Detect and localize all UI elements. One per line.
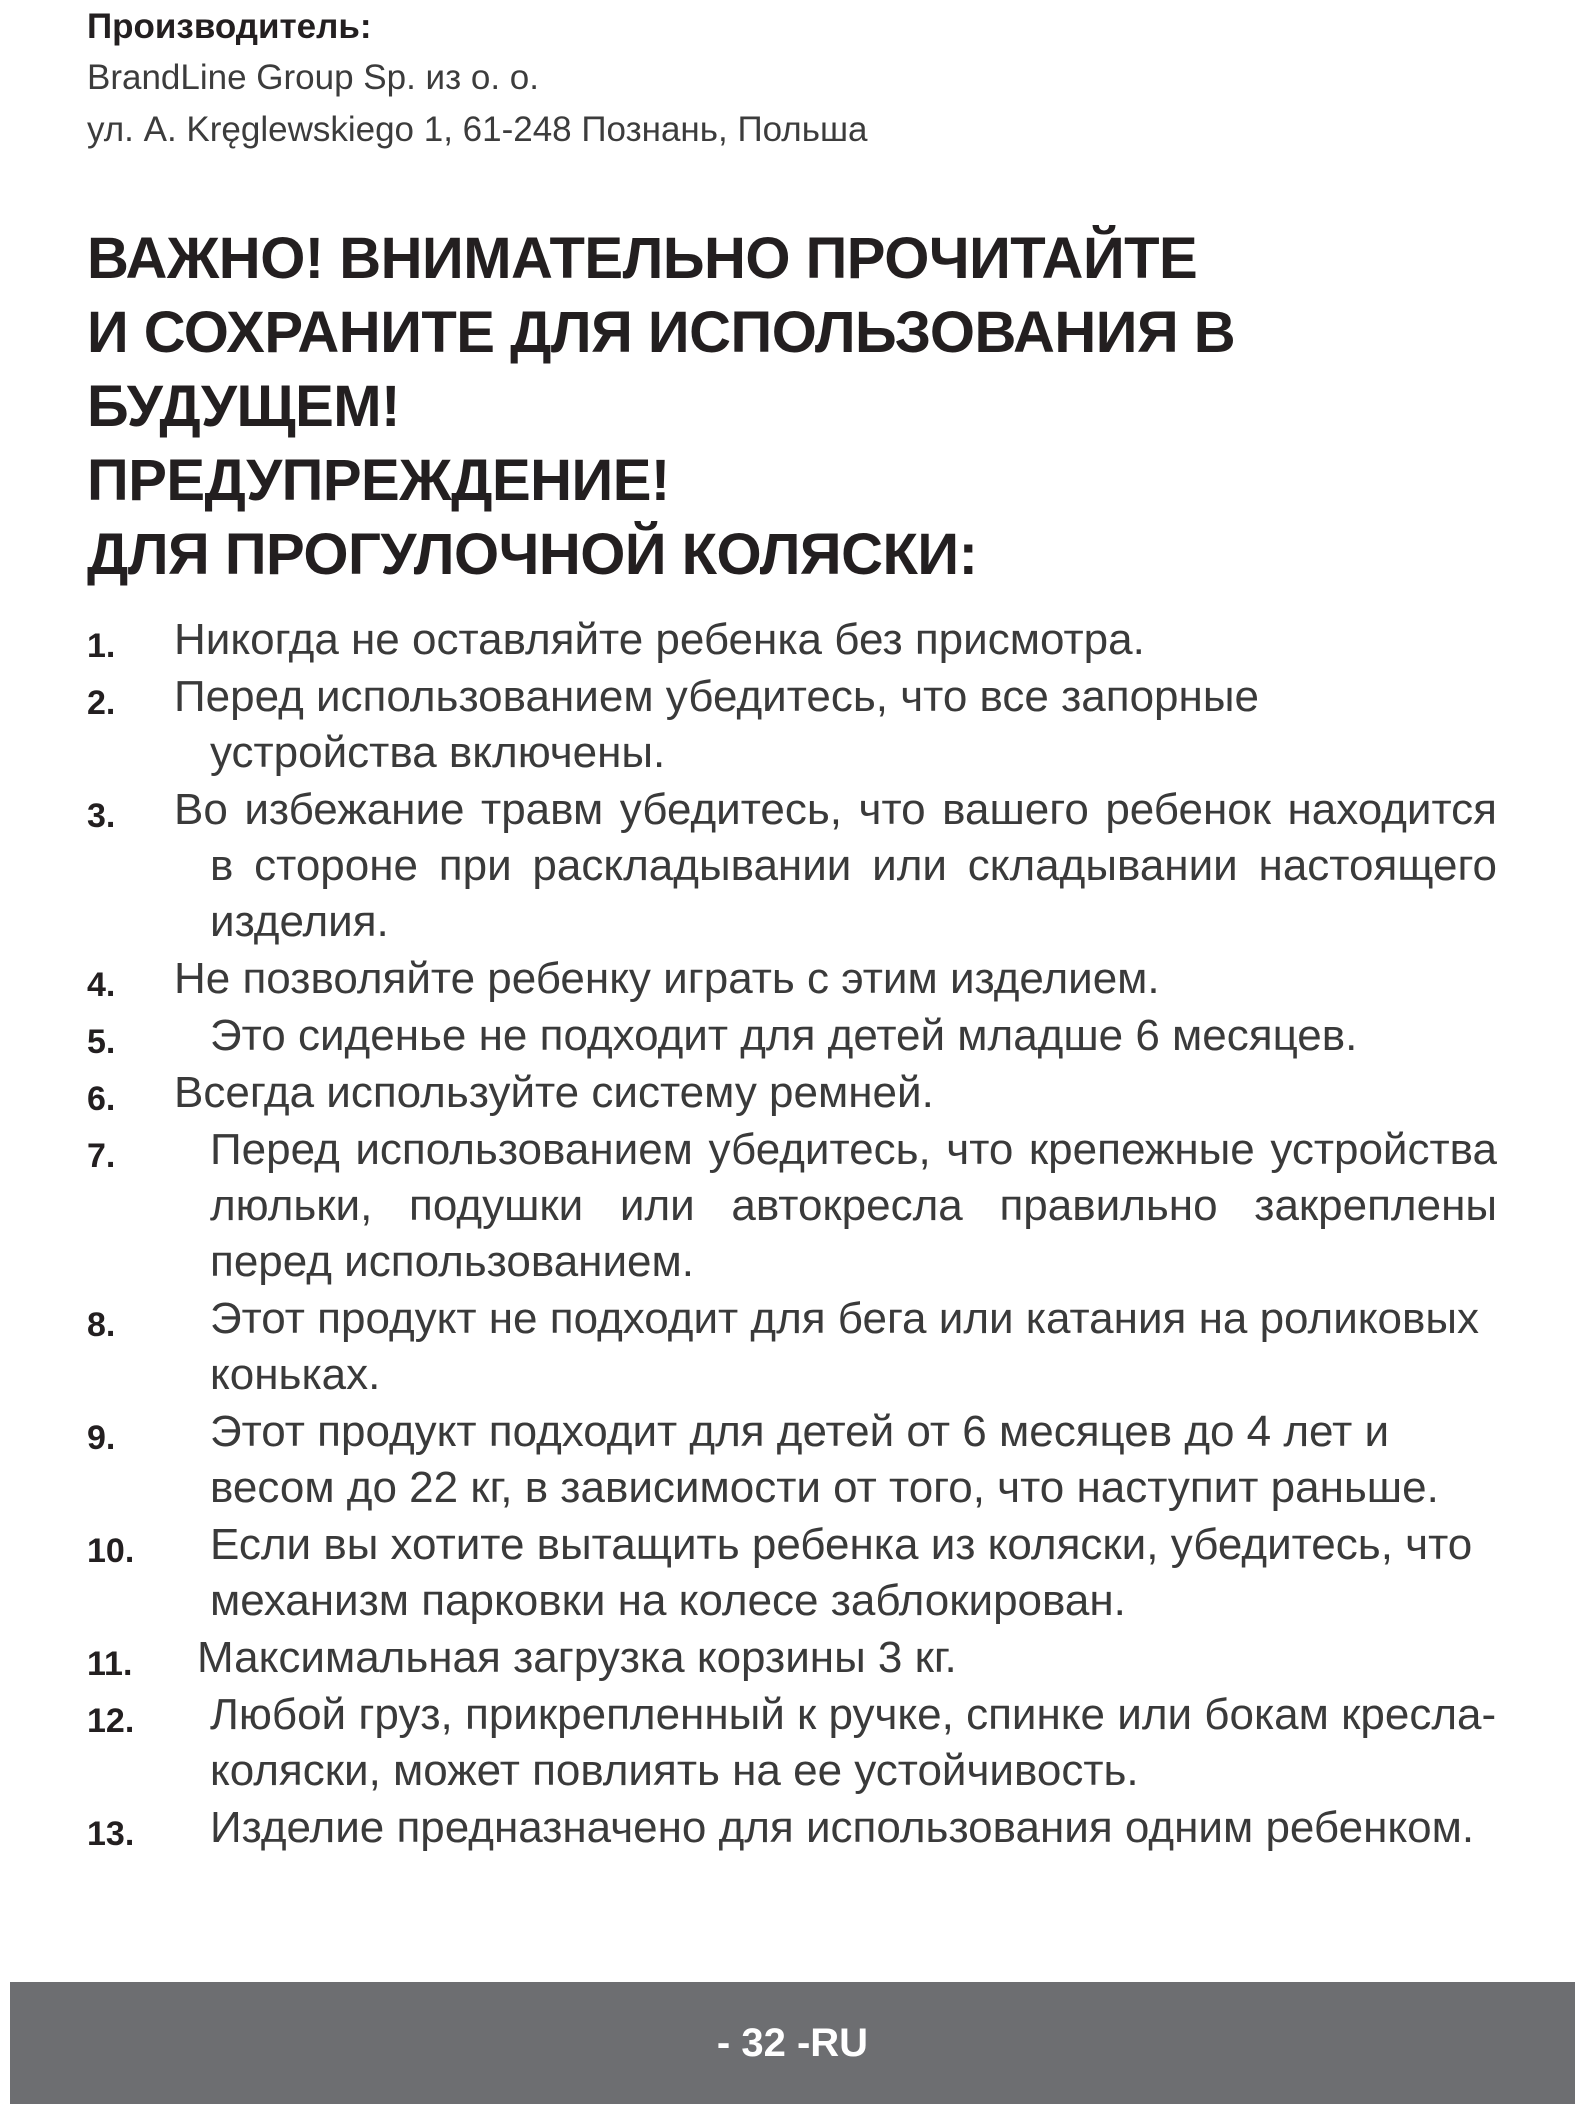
footer-bar (10, 1982, 1575, 2104)
rule-number: 11. (87, 1645, 133, 1683)
rule-item (87, 1065, 1497, 1121)
rule-number: 6. (87, 1080, 116, 1118)
rule-number: 1. (87, 627, 116, 665)
rule-text: Этот продукт подходит для детей от 6 месяцев до 4 лет и весом до 22 кг, в зависимости от того, что наступит раньше. (210, 1407, 1439, 1512)
rule-item (87, 1517, 1497, 1629)
warning-heading (87, 222, 1507, 592)
rule-text: Никогда не оставляйте ребенка без присмотра. (174, 615, 1145, 664)
rule-number: 8. (87, 1306, 116, 1344)
rule-item (87, 782, 1497, 950)
rule-number: 4. (87, 966, 116, 1004)
rule-text: Если вы хотите вытащить ребенка из коляски, убедитесь, что механизм парковки на колесе заблокирован. (210, 1520, 1473, 1625)
manufacturer-section (87, 2, 1507, 156)
rule-number: 10. (87, 1532, 135, 1570)
rule-item (87, 612, 1497, 668)
rule-item (87, 669, 1497, 781)
warning-line: И СОХРАНИТЕ ДЛЯ ИСПОЛЬЗОВАНИЯ В (87, 300, 1236, 365)
rule-item (87, 951, 1497, 1007)
warning-line: ВАЖНО! ВНИМАТЕЛЬНО ПРОЧИТАЙТЕ (87, 226, 1198, 291)
rule-item (87, 1008, 1497, 1064)
rule-text: Во избежание травм убедитесь, что вашего ребенок находится в стороне при раскладывании или складывании настоящего изделия. (174, 785, 1497, 946)
manufacturer-address: ул. A. Kręglewskiego 1, 61-248 Познань, Польша (87, 110, 868, 149)
rule-number: 12. (87, 1702, 135, 1740)
rule-text: Этот продукт не подходит для бега или катания на роликовых коньках. (210, 1294, 1480, 1399)
rule-number: 5. (87, 1023, 116, 1061)
warning-line: БУДУЩЕМ! (87, 374, 400, 439)
rule-number: 2. (87, 684, 116, 722)
rule-text: Всегда используйте систему ремней. (174, 1068, 934, 1117)
warning-line: ДЛЯ ПРОГУЛОЧНОЙ КОЛЯСКИ: (87, 522, 978, 587)
rule-text: Изделие предназначено для использования одним ребенком. (210, 1803, 1475, 1852)
rule-text: Перед использованием убедитесь, что крепежные устройства люльки, подушки или автокресла правильно закреплены перед использованием. (210, 1125, 1497, 1286)
rule-number: 13. (87, 1815, 135, 1853)
warning-line: ПРЕДУПРЕЖДЕНИЕ! (87, 448, 670, 513)
rule-text: Это сиденье не подходит для детей младше 6 месяцев. (210, 1011, 1358, 1060)
safety-rules-list (87, 612, 1497, 1857)
manufacturer-heading: Производитель: (87, 7, 372, 46)
rule-item (87, 1404, 1497, 1516)
manufacturer-company: BrandLine Group Sp. из о. о. (87, 58, 539, 97)
rule-number: 9. (87, 1419, 116, 1457)
rule-item (87, 1122, 1497, 1290)
rule-item (87, 1800, 1497, 1856)
rule-item (87, 1687, 1497, 1799)
rule-number: 3. (87, 797, 116, 835)
rule-item (87, 1291, 1497, 1403)
rule-text: Перед использованием убедитесь, что все запорные устройства включены. (174, 672, 1259, 777)
page-number: - 32 -RU (716, 2021, 869, 2065)
rule-text: Максимальная загрузка корзины 3 кг. (197, 1633, 957, 1682)
rule-item (87, 1630, 1497, 1686)
rule-number: 7. (87, 1137, 116, 1175)
rule-text: Не позволяйте ребенку играть с этим изделием. (174, 954, 1160, 1003)
rule-text: Любой груз, прикрепленный к ручке, спинке или бокам кресла-коляски, может повлиять на ее устойчивость. (210, 1690, 1497, 1795)
